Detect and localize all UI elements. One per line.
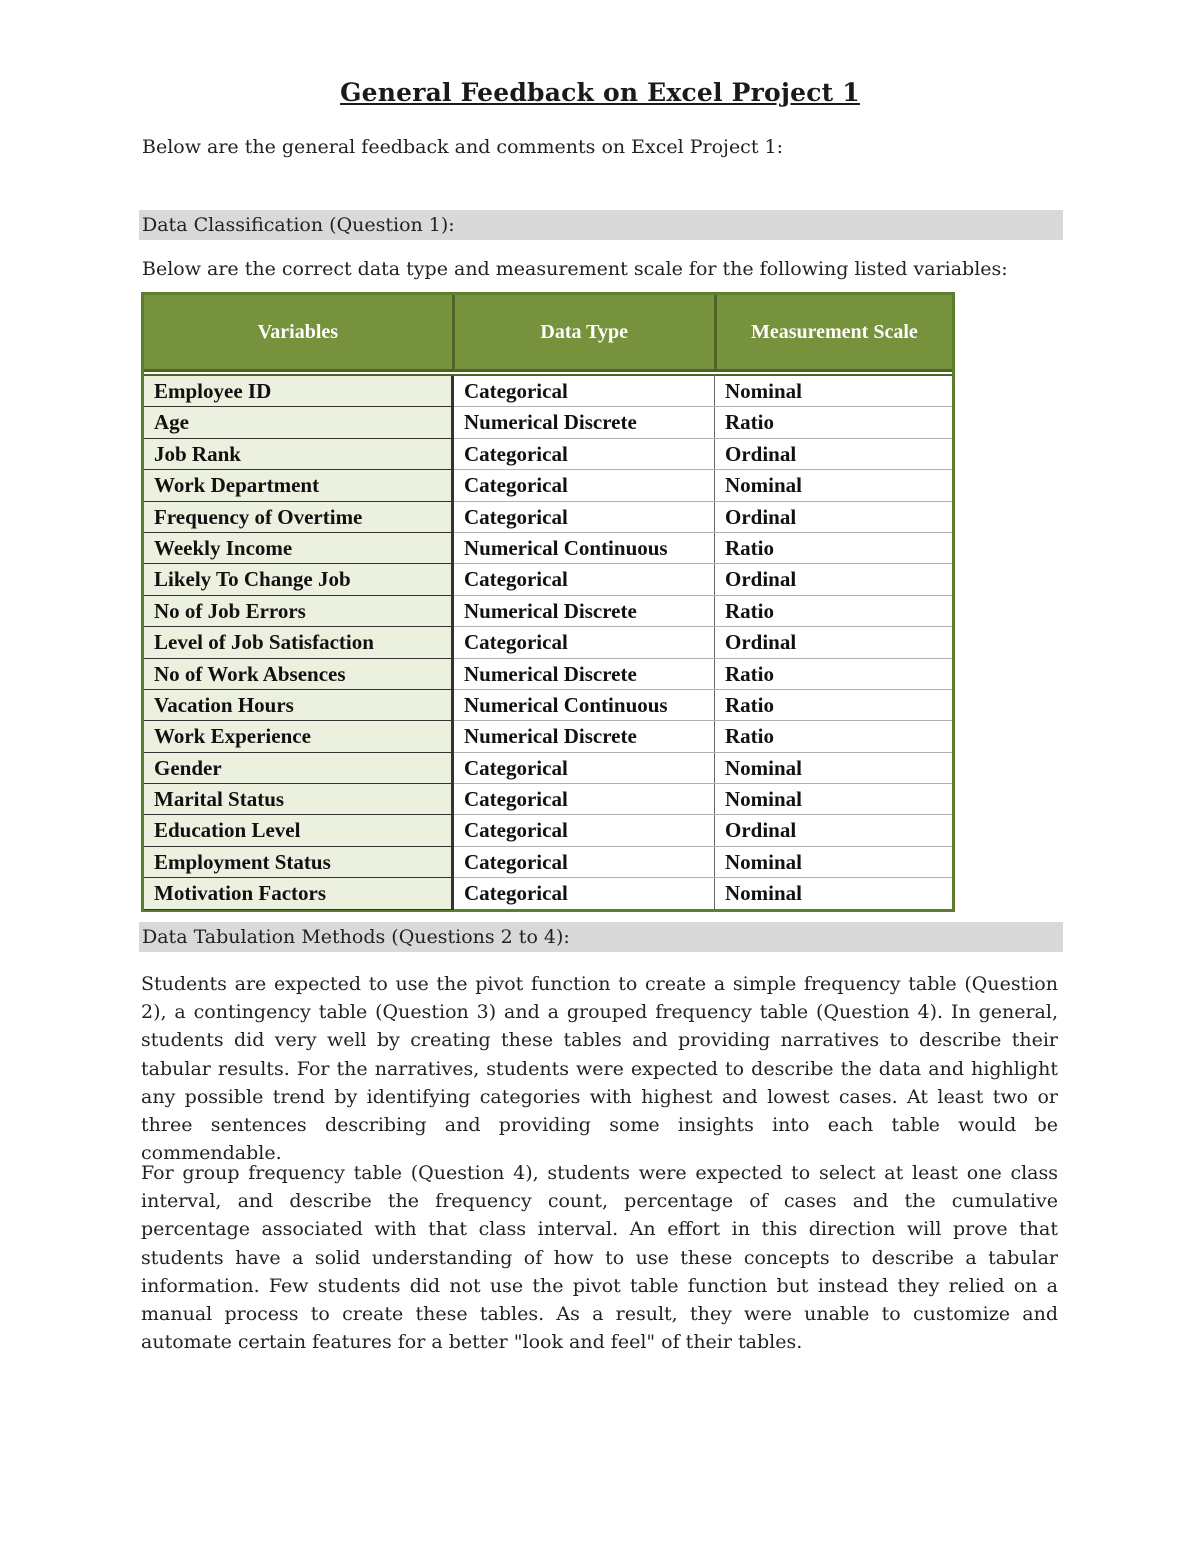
measurement-scale-cell: Ratio: [725, 724, 774, 749]
data-type-cell: Categorical: [454, 376, 715, 406]
section-heading-data-tabulation: Data Tabulation Methods (Questions 2 to 4):: [139, 922, 1063, 952]
table-body: [144, 372, 952, 909]
data-type-cell: Categorical: [454, 784, 715, 814]
variable-cell: Frequency of Overtime: [144, 502, 454, 533]
measurement-scale-cell: Nominal: [725, 755, 803, 780]
table-row: [144, 753, 952, 784]
table-row: [144, 659, 952, 690]
variable-cell: Motivation Factors: [144, 878, 454, 909]
table-row: [144, 627, 952, 658]
variable-cell: Age: [144, 407, 454, 438]
data-type-cell: Categorical: [454, 847, 715, 877]
paragraph: Students are expected to use the pivot function to create a simple frequency table (Question 2), a contingency table (Question 3) and a grouped frequency table (Question 4). In general, students did very well by creating these tables and providing narratives to describe their tabular results. For the narratives, students were expected to describe the data and highlight any possible trend by identifying categories with highest and lowest cases. At least two or three sentences describing and providing some insights into each table would be commendable.: [141, 973, 1058, 1165]
data-type-cell: Numerical Discrete: [454, 407, 715, 437]
measurement-scale-cell: Nominal: [725, 849, 803, 874]
table-row: [144, 878, 952, 908]
measurement-scale-cell: Ordinal: [725, 818, 797, 843]
table-lead-text: Below are the correct data type and measurement scale for the following listed variables:: [142, 258, 1008, 280]
measurement-scale-cell: Ordinal: [725, 567, 797, 592]
data-type-cell: Categorical: [454, 502, 715, 532]
data-type-cell: Categorical: [454, 470, 715, 500]
table-row: [144, 502, 952, 533]
measurement-scale-cell: Nominal: [725, 473, 803, 498]
measurement-scale-cell: Ratio: [725, 535, 774, 560]
variable-cell: No of Work Absences: [144, 659, 454, 690]
table-header-row: [144, 295, 952, 372]
data-type-cell: Categorical: [454, 815, 715, 845]
variable-cell: Vacation Hours: [144, 690, 454, 721]
variable-cell: Education Level: [144, 815, 454, 846]
measurement-scale-cell: Ordinal: [725, 630, 797, 655]
variable-cell: Work Department: [144, 470, 454, 501]
table-row: [144, 439, 952, 470]
variable-cell: Likely To Change Job: [144, 564, 454, 595]
variable-cell: Level of Job Satisfaction: [144, 627, 454, 658]
table-row: [144, 533, 952, 564]
measurement-scale-cell: Nominal: [725, 787, 803, 812]
table-row: [144, 374, 952, 407]
data-type-cell: Numerical Discrete: [454, 721, 715, 751]
variable-cell: Work Experience: [144, 721, 454, 752]
data-type-cell: Numerical Discrete: [454, 659, 715, 689]
table-row: [144, 564, 952, 595]
document-title: General Feedback on Excel Project 1: [340, 78, 860, 107]
variable-cell: No of Job Errors: [144, 596, 454, 627]
table-row: [144, 690, 952, 721]
measurement-scale-cell: Nominal: [725, 881, 803, 906]
measurement-scale-cell: Ratio: [725, 692, 774, 717]
measurement-scale-cell: Nominal: [725, 379, 803, 403]
table-row: [144, 847, 952, 878]
variable-cell: Job Rank: [144, 439, 454, 470]
data-type-cell: Numerical Discrete: [454, 596, 715, 626]
measurement-scale-cell: Ordinal: [725, 441, 797, 466]
variable-cell: Employee ID: [144, 376, 454, 407]
data-type-cell: Categorical: [454, 878, 715, 908]
intro-text: Below are the general feedback and comments on Excel Project 1:: [142, 136, 783, 158]
measurement-scale-cell: Ratio: [725, 661, 774, 686]
paragraph: For group frequency table (Question 4), students were expected to select at least one class interval, and describe the frequency count, percentage of cases and the cumulative percentage associated with that class interval. An effort in this direction will prove that students have a solid understanding of how to use these concepts to describe a tabular information. Few students did not use the pivot table function but instead they relied on a manual process to create these tables. As a result, they were unable to customize and automate certain features for a better "look and feel" of their tables.: [141, 1162, 1058, 1354]
measurement-scale-cell: Ratio: [725, 410, 774, 435]
table-row: [144, 470, 952, 501]
header-variables: Variables: [144, 295, 455, 369]
section-heading-data-classification: Data Classification (Question 1):: [139, 210, 1063, 240]
data-type-cell: Categorical: [454, 564, 715, 594]
variable-cell: Marital Status: [144, 784, 454, 815]
variable-cell: Weekly Income: [144, 533, 454, 564]
variable-cell: Gender: [144, 753, 454, 784]
variables-table: [141, 292, 955, 912]
variable-cell: Employment Status: [144, 847, 454, 878]
data-type-cell: Numerical Continuous: [454, 533, 715, 563]
table-row: [144, 784, 952, 815]
table-row: [144, 596, 952, 627]
data-type-cell: Categorical: [454, 627, 715, 657]
data-type-cell: Numerical Continuous: [454, 690, 715, 720]
table-row: [144, 815, 952, 846]
measurement-scale-cell: Ratio: [725, 598, 774, 623]
data-type-cell: Categorical: [454, 753, 715, 783]
table-row: [144, 407, 952, 438]
data-type-cell: Categorical: [454, 439, 715, 469]
header-measurement-scale: Measurement Scale: [750, 320, 918, 343]
table-row: [144, 721, 952, 752]
header-data-type: Data Type: [455, 295, 717, 369]
measurement-scale-cell: Ordinal: [725, 504, 797, 529]
